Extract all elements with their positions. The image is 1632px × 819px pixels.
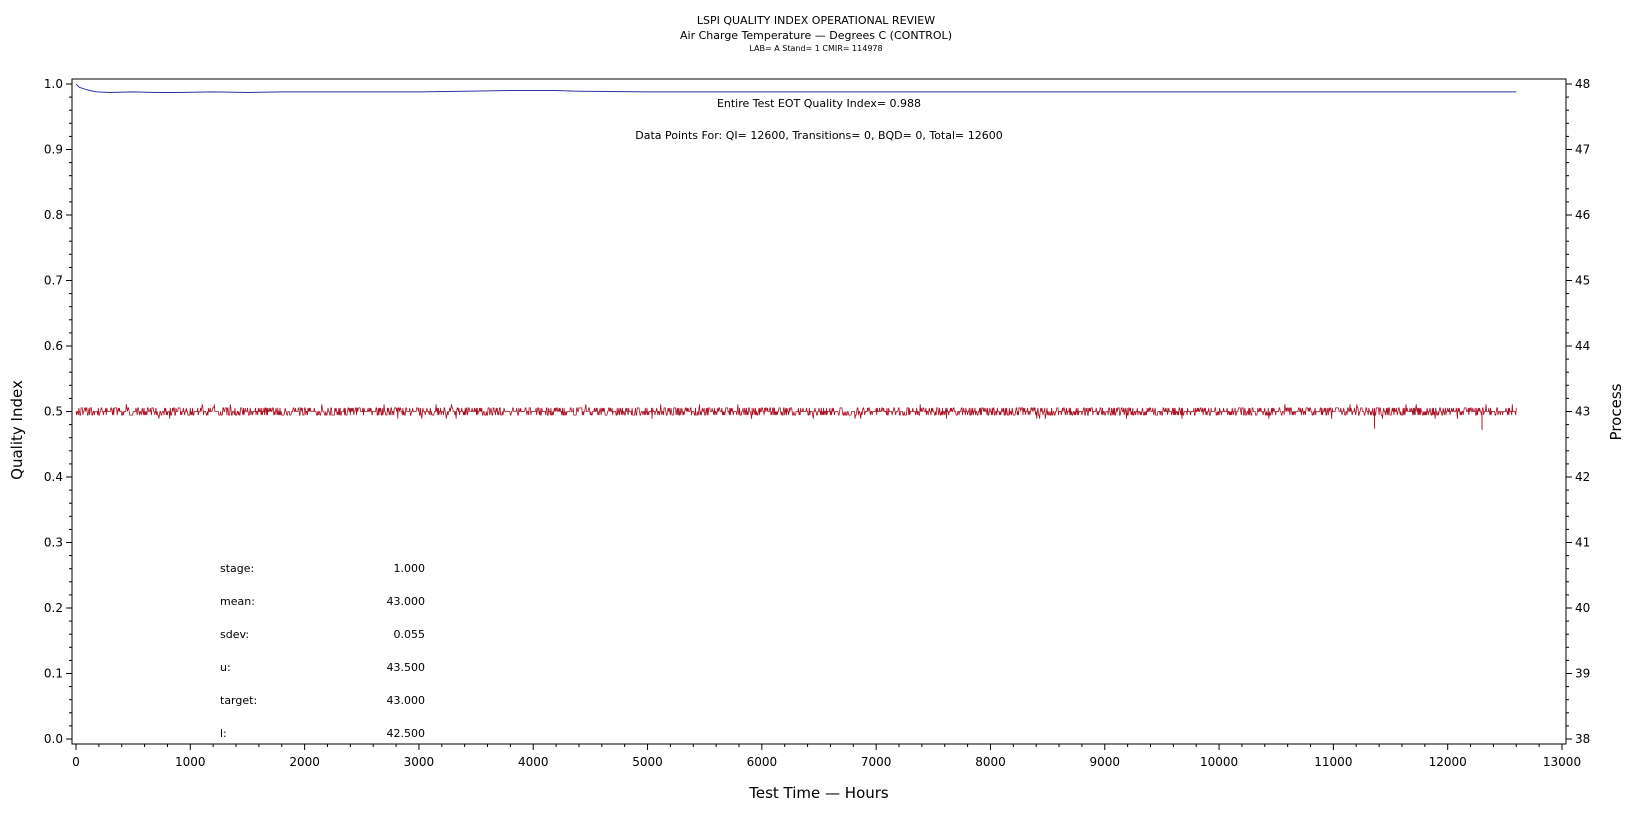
y-right-tick-label: 43 [1575, 404, 1591, 419]
y-left-tick-label: 0.7 [43, 273, 63, 288]
stat-value: 43.000 [386, 694, 425, 707]
y-right-tick-label: 42 [1575, 470, 1591, 484]
y-left-tick-label: 0.1 [43, 666, 63, 681]
y-left-tick-label: 0.2 [43, 601, 63, 615]
stat-value: 0.055 [393, 628, 425, 641]
x-tick-label: 12000 [1428, 755, 1467, 769]
y-axis-left-label: Quality Index [8, 380, 26, 480]
x-tick-label: 11000 [1314, 755, 1353, 769]
stat-label: l: [220, 727, 227, 740]
y-left-tick-label: 0.9 [43, 142, 63, 157]
y-right-tick-label: 40 [1575, 601, 1591, 615]
stat-label: target: [220, 694, 258, 707]
y-right-tick-label: 39 [1575, 666, 1591, 681]
x-tick-label: 9000 [1089, 755, 1121, 769]
data-points-annotation: Data Points For: QI= 12600, Transitions= 0, BQD= 0, Total= 12600 [635, 129, 1003, 142]
x-tick-label: 5000 [632, 755, 663, 769]
chart-title: LSPI QUALITY INDEX OPERATIONAL REVIEW [696, 14, 936, 27]
x-tick-label: 0 [72, 755, 80, 769]
quality-index-line [76, 84, 1516, 93]
y-left-tick-label: 0.4 [43, 470, 63, 484]
stat-label: stage: [220, 562, 255, 575]
stat-value: 1.000 [393, 562, 425, 575]
x-tick-label: 3000 [403, 755, 435, 769]
x-tick-label: 4000 [517, 755, 549, 769]
y-left-tick-label: 0.6 [43, 339, 63, 353]
y-left-tick-label: 0.5 [43, 404, 63, 419]
y-right-tick-label: 45 [1575, 273, 1591, 288]
y-right-tick-label: 44 [1575, 339, 1591, 353]
y-left-tick-label: 0.0 [43, 732, 63, 746]
y-axis-left [44, 77, 72, 746]
y-right-tick-label: 38 [1575, 732, 1591, 746]
y-axis-right-label: Process [1607, 383, 1625, 441]
x-tick-label: 7000 [860, 755, 892, 769]
stat-value: 43.500 [386, 661, 425, 674]
x-tick-label: 1000 [175, 755, 206, 769]
y-left-tick-label: 0.3 [43, 535, 63, 550]
stat-value: 43.000 [386, 595, 425, 608]
stat-value: 42.500 [386, 727, 425, 740]
y-axis-right [1566, 77, 1590, 746]
process-series [76, 404, 1516, 430]
x-axis-label: Test Time — Hours [749, 784, 889, 802]
y-right-tick-label: 46 [1575, 208, 1591, 222]
x-tick-label: 2000 [289, 755, 320, 769]
x-axis [72, 744, 1581, 769]
stat-label: u: [220, 661, 231, 674]
process-trace [76, 404, 1516, 418]
x-tick-label: 10000 [1199, 755, 1239, 769]
stat-label: mean: [220, 595, 255, 608]
stat-label: sdev: [220, 628, 250, 641]
y-right-tick-label: 48 [1575, 77, 1591, 91]
stats-block [220, 562, 425, 740]
y-right-tick-label: 41 [1575, 535, 1591, 550]
lab-info: LAB= A Stand= 1 CMIR= 114978 [749, 44, 883, 53]
y-right-tick-label: 47 [1575, 142, 1591, 157]
chart-subtitle: Air Charge Temperature — Degrees C (CONTROL) [680, 29, 952, 42]
x-tick-label: 6000 [746, 755, 778, 769]
eot-quality-index-annotation: Entire Test EOT Quality Index= 0.988 [716, 97, 922, 110]
y-left-tick-label: 1.0 [43, 77, 63, 91]
x-tick-label: 13000 [1542, 755, 1582, 769]
y-left-tick-label: 0.8 [43, 208, 63, 222]
x-tick-label: 8000 [975, 755, 1006, 769]
